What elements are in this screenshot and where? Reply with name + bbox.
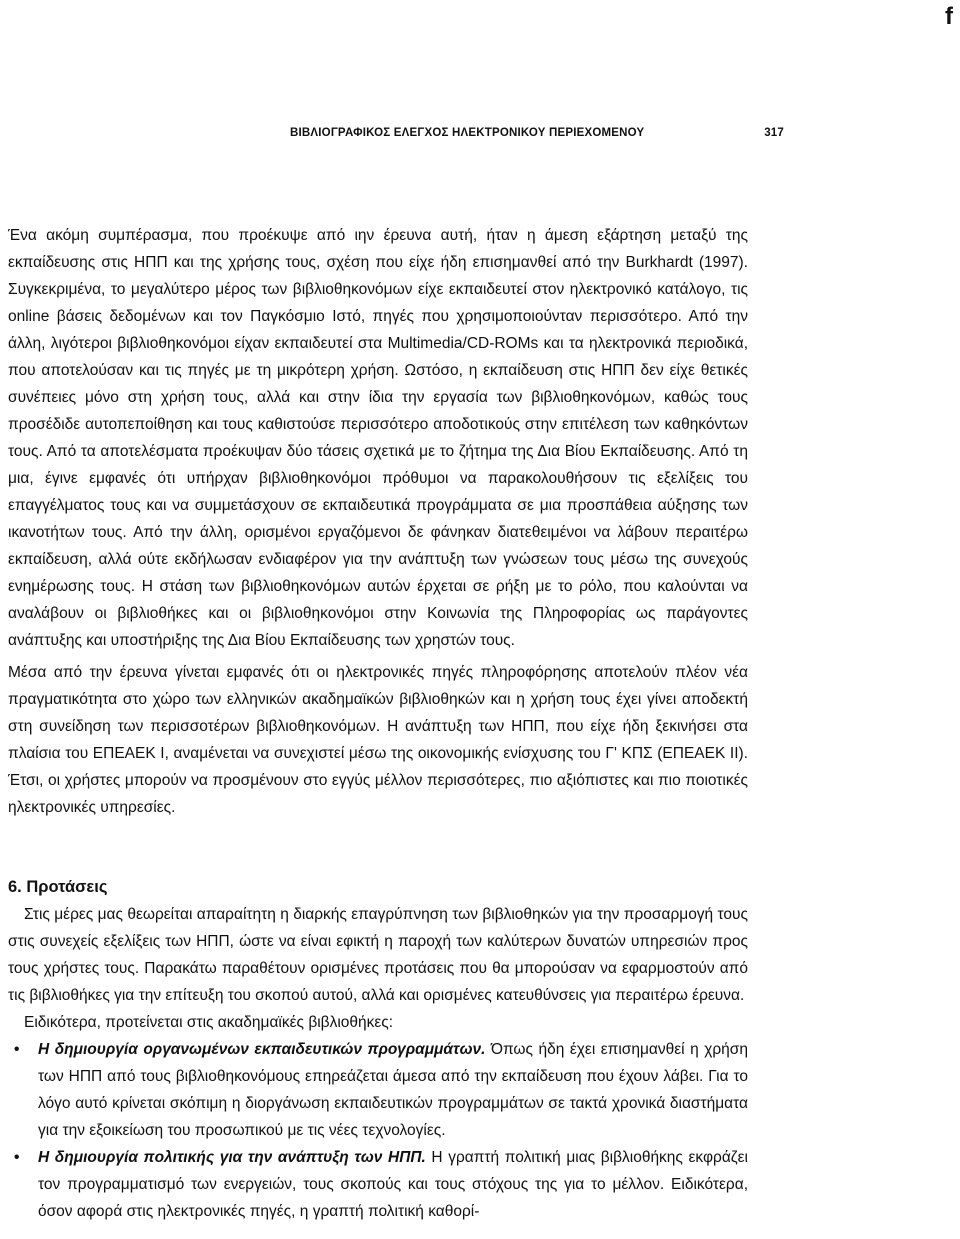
section-lead-in: Ειδικότερα, προτείνεται στις ακαδημαϊκές βιβλιοθήκες:	[24, 1014, 394, 1031]
running-header-title: ΒΙΒΛΙΟΓΡΑΦΙΚΟΣ ΕΛΕΓΧΟΣ ΗΛΕΚΤΡΟΝΙΚΟΥ ΠΕΡΙΕΧΟΜΕΝΟΥ	[290, 127, 645, 139]
list-item-text: Όπως ήδη έχει επισημανθεί η χρήση των ΗΠΠ από τους βιβλιοθηκονόμους επηρεάζεται άμεσα από την εκπαίδευση που έχουν λάβει. Για το λόγο αυτό κρίνεται σκόπιμη η διοργάνωση εκπαιδευτικών προγραμμάτων σε τακτά χρονικά διαστήματα για την εξοικείωση του προσωπικού με τις νέες τεχνολογίες.	[38, 1041, 748, 1139]
list-item	[8, 1144, 748, 1225]
body-paragraph: Ένα ακόμη συμπέρασμα, που προέκυψε από ιην έρευνα αυτή, ήταν η άμεση εξάρτηση μεταξύ της εκπαίδευσης στις ΗΠΠ και της χρήσης τους, σχέση που είχε ήδη επισημανθεί από την Burkhardt (1997). Συγκεκριμένα, το μεγαλύτερο μέρος των βιβλιοθηκονόμων είχε εκπαιδευτεί στον ηλεκτρονικό κατάλογο, τις online βάσεις δεδομένων και τον Παγκόσμιο Ιστό, πηγές που χρησιμοποιούνταν περισσότερο. Από την άλλη, λιγότεροι βιβλιοθηκονόμοι είχαν εκπαιδευτεί στα Multimedia/CD-ROMs και τα ηλεκτρονικά περιοδικά, που αποτελούσαν και τις πηγές με τη μικρότερη χρήση. Ωστόσο, η εκπαίδευση στις ΗΠΠ δεν είχε θετικές συνέπειες μόνο στη χρήση τους, αλλά και στην ίδια την εργασία των βιβλιοθηκονόμων, καθώς τους προσέδιδε αυτοπεποίθηση και τους καθιστούσε περισσότερο αποδοτικούς στην επιτέλεση των καθηκόντων τους. Από τα αποτελέσματα προέκυψαν δύο τάσεις σχετικά με το ζήτημα της Δια Βίου Εκπαίδευσης. Από τη μια, έγινε εμφανές ότι υπήρχαν βιβλιοθηκονόμοι πρόθυμοι να παρακολουθήσουν τις εξελίξεις του επαγγέλματος τους και να συμμετάσχουν σε εκπαιδευτικά προγράμματα σε μια προσπάθεια αύξησης των ικανοτήτων τους. Από την άλλη, ορισμένοι εργαζόμενοι δε φάνηκαν διατεθειμένοι να λάβουν περαιτέρω εκπαίδευση, αλλά ούτε εκδήλωσαν ενδιαφέρον για την ανάπτυξη των γνώσεων τους μέσω της συνεχούς ενημέρωσης τους. Η στάση των βιβλιοθηκονόμων αυτών έρχεται σε ρήξη με το ρόλο, που καλούνται να αναλάβουν οι βιβλιοθήκες και οι βιβλιοθηκονόμοι στην Κοινωνία της Πληροφορίας ως παράγοντες ανάπτυξης και υποστήριξης της Δια Βίου Εκπαίδευσης των χρηστών τους.	[8, 227, 748, 649]
section-intro: Στις μέρες μας θεωρείται απαραίτητη η διαρκής επαγρύπνηση των βιβλιοθηκών για την προσαρμογή τους στις συνεχείς εξελίξεις των ΗΠΠ, ώστε να είναι εφικτή η παροχή των καλύτερων δυνατών υπηρεσιών προς τους χρήστες τους. Παρακάτω παραθέτουν ορισμένες προτάσεις που θα μπορούσαν να εφαρμοστούν από τις βιβλιοθήκες για την επίτευξη του σκοπού αυτού, αλλά και ορισμένες κατευθύνσεις για περαιτέρω έρευνα.	[8, 906, 748, 1004]
list-item-title: Η δημιουργία πολιτικής για την ανάπτυξη των ΗΠΠ.	[38, 1149, 432, 1166]
running-header	[290, 124, 784, 144]
list-item-text: Η γραπτή πολιτική μιας βιβλιοθήκης εκφράζει τον προγραμματισμό των ενεργειών, τους σκοπούς και τους στόχους της για το μέλλον. Ειδικότερα, όσον αφορά στις ηλεκτρονικές πηγές, η γραπτή πολιτική καθορί-	[38, 1149, 748, 1220]
page-number: 317	[764, 127, 784, 139]
bullet-marker: •	[14, 1149, 20, 1166]
page-corner-mark: f	[945, 3, 953, 30]
document-body	[8, 222, 748, 1225]
list-item	[8, 1036, 748, 1144]
proposal-list	[8, 1036, 748, 1225]
body-paragraph: Μέσα από την έρευνα γίνεται εμφανές ότι οι ηλεκτρονικές πηγές πληροφόρησης αποτελούν πλέον νέα πραγματικότητα στο χώρο των ελληνικών ακαδημαϊκών βιβλιοθηκών και η χρήση τους έχει γίνει αποδεκτή στη συνείδηση των περισσοτέρων βιβλιοθηκονόμων. Η ανάπτυξη των ΗΠΠ, που είχε ήδη ξεκινήσει στα πλαίσια του ΕΠΕΑΕΚ Ι, αναμένεται να συνεχιστεί μέσω της οικονομικής ενίσχυσης του Γ' ΚΠΣ (ΕΠΕΑΕΚ ΙΙ). Έτσι, οι χρήστες μπορούν να προσμένουν στο εγγύς μέλλον περισσότερες, πιο αξιόπιστες και πιο ποιοτικές ηλεκτρονικές υπηρεσίες.	[8, 664, 748, 816]
list-item-title: Η δημιουργία οργανωμένων εκπαιδευτικών προγραμμάτων.	[38, 1041, 491, 1058]
section-heading: 6. Προτάσεις	[8, 878, 108, 896]
bullet-marker: •	[14, 1041, 20, 1058]
